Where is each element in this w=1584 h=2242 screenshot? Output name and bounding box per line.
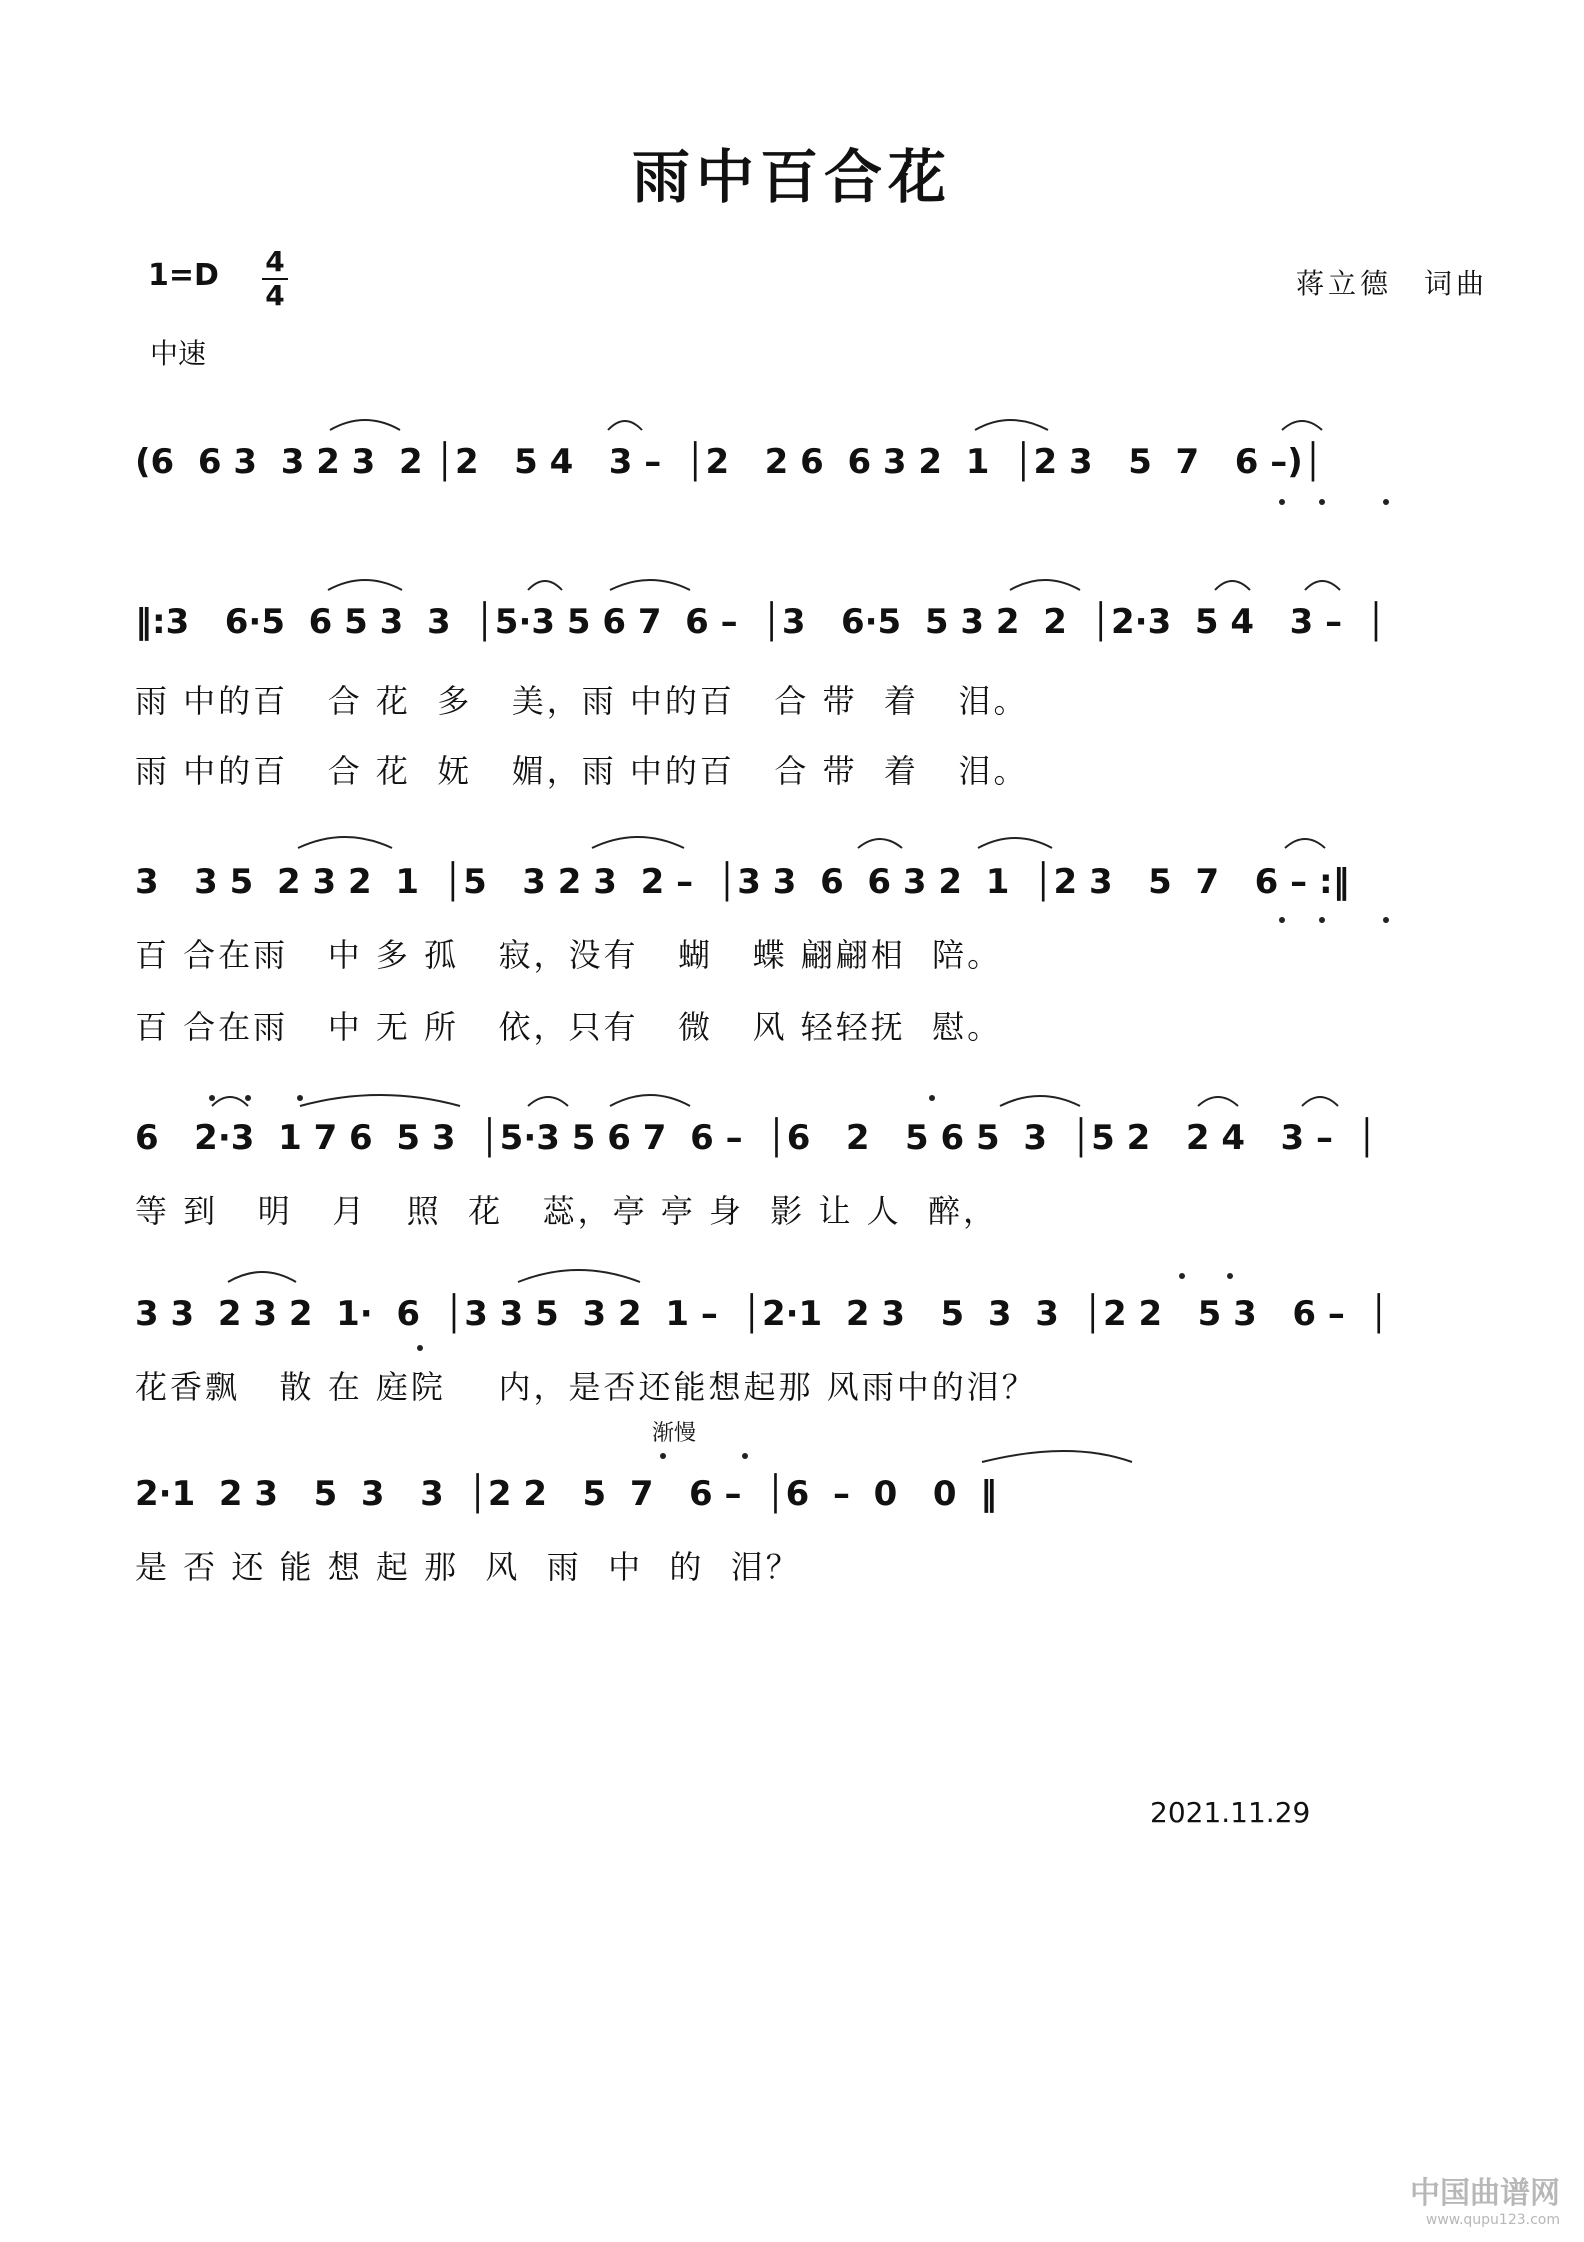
composer-credit: 蒋立德 词曲 [1295, 267, 1488, 300]
slur [328, 580, 402, 590]
lyric-line-3a: 百 合在雨 中 多 孤 寂，没有 蝴 蝶 翩翩相 陪。 [135, 936, 1003, 974]
watermark-url: www.qupu123.com [1425, 2212, 1560, 2228]
time-sig-bottom: 4 [265, 279, 285, 312]
lyric-line-6: 是 否 还 能 想 起 那 风 雨 中 的 泪？ [135, 1548, 801, 1586]
slur [1000, 1096, 1080, 1106]
octave-dot [245, 1095, 251, 1101]
octave-dot [742, 1453, 748, 1459]
slur [610, 1095, 690, 1106]
octave-dot [1227, 1273, 1233, 1279]
slur [858, 839, 902, 848]
slur [1302, 1097, 1338, 1106]
octave-dot [660, 1453, 666, 1459]
slur [592, 837, 684, 848]
slur [298, 837, 392, 848]
lyric-line-5: 花香飘 散 在 庭院 内，是否还能想起那 风雨中的泪？ [135, 1368, 1037, 1406]
slur [610, 580, 690, 590]
notes-line-2: ‖:3 6·5 6 5 3 3 │5·3 5 6 7 6 – │3 6·5 5 3 2 2 │2·3 5 4 3 – │ [135, 602, 1387, 642]
notes-line-1: (6 6 3 3 2 3 2 │2 5 4 3 – │2 2 6 6 3 2 1 │2 3 5 7 6 –)│ [135, 442, 1324, 482]
date-stamp: 2021.11.29 [1150, 1796, 1311, 1829]
octave-dot [1319, 917, 1325, 923]
notes-line-3: 3 3 5 2 3 2 1 │5 3 2 3 2 – │3 3 6 6 3 2 1 │2 3 5 7 6 – :‖ [135, 862, 1350, 902]
slur [1010, 580, 1080, 590]
slur [608, 421, 642, 430]
slur [978, 838, 1052, 848]
lyric-line-2b: 雨 中的百 合 花 妩 媚，雨 中的百 合 带 着 泪。 [135, 752, 1029, 790]
watermark-name: 中国曲谱网 [1410, 2176, 1560, 2211]
octave-dot [297, 1095, 303, 1101]
slur [1282, 421, 1322, 430]
octave-dot [1383, 499, 1389, 505]
octave-dot [1319, 499, 1325, 505]
slur [1215, 581, 1250, 590]
slur [528, 1097, 568, 1106]
octave-dot [1383, 917, 1389, 923]
slur [330, 420, 400, 430]
slur [212, 1097, 248, 1106]
octave-dot [929, 1095, 935, 1101]
tempo-marking: 中速 [150, 337, 207, 370]
key-signature: 1=D [148, 258, 219, 293]
octave-dot [1279, 917, 1285, 923]
lyric-line-4: 等 到 明 月 照 花 蕊，亭 亭 身 影 让 人 醉， [135, 1192, 998, 1230]
octave-dot [417, 1345, 423, 1351]
song-title: 雨中百合花 [631, 143, 952, 211]
notes-line-6: 2·1 2 3 5 3 3 │2 2 5 7 6 – │6 – 0 0 ‖ [135, 1474, 998, 1514]
octave-dot [1179, 1273, 1185, 1279]
slur [1305, 581, 1340, 590]
notes-line-4: 6 2·3 1 7 6 5 3 │5·3 5 6 7 6 – │6 2 5 6 5 3 │5 2 2 4 3 – │ [135, 1118, 1378, 1158]
notes-line-5: 3 3 2 3 2 1· 6 │3 3 5 3 2 1 – │2·1 2 3 5 3 3 │2 2 5 3 6 – │ [135, 1294, 1389, 1334]
slur [300, 1095, 460, 1106]
slur [982, 1451, 1132, 1462]
octave-dot [1279, 499, 1285, 505]
slur [528, 581, 562, 590]
slur [518, 1270, 640, 1282]
lyric-line-2a: 雨 中的百 合 花 多 美，雨 中的百 合 带 着 泪。 [135, 682, 1029, 720]
slur [975, 420, 1048, 430]
slur [1285, 839, 1325, 848]
slur [1198, 1097, 1238, 1106]
ritardando-marking: 渐慢 [652, 1421, 697, 1446]
time-sig-top: 4 [265, 245, 285, 278]
slur [228, 1272, 296, 1282]
octave-dot [209, 1095, 215, 1101]
lyric-line-3b: 百 合在雨 中 无 所 依，只有 微 风 轻轻抚 慰。 [135, 1008, 1003, 1046]
